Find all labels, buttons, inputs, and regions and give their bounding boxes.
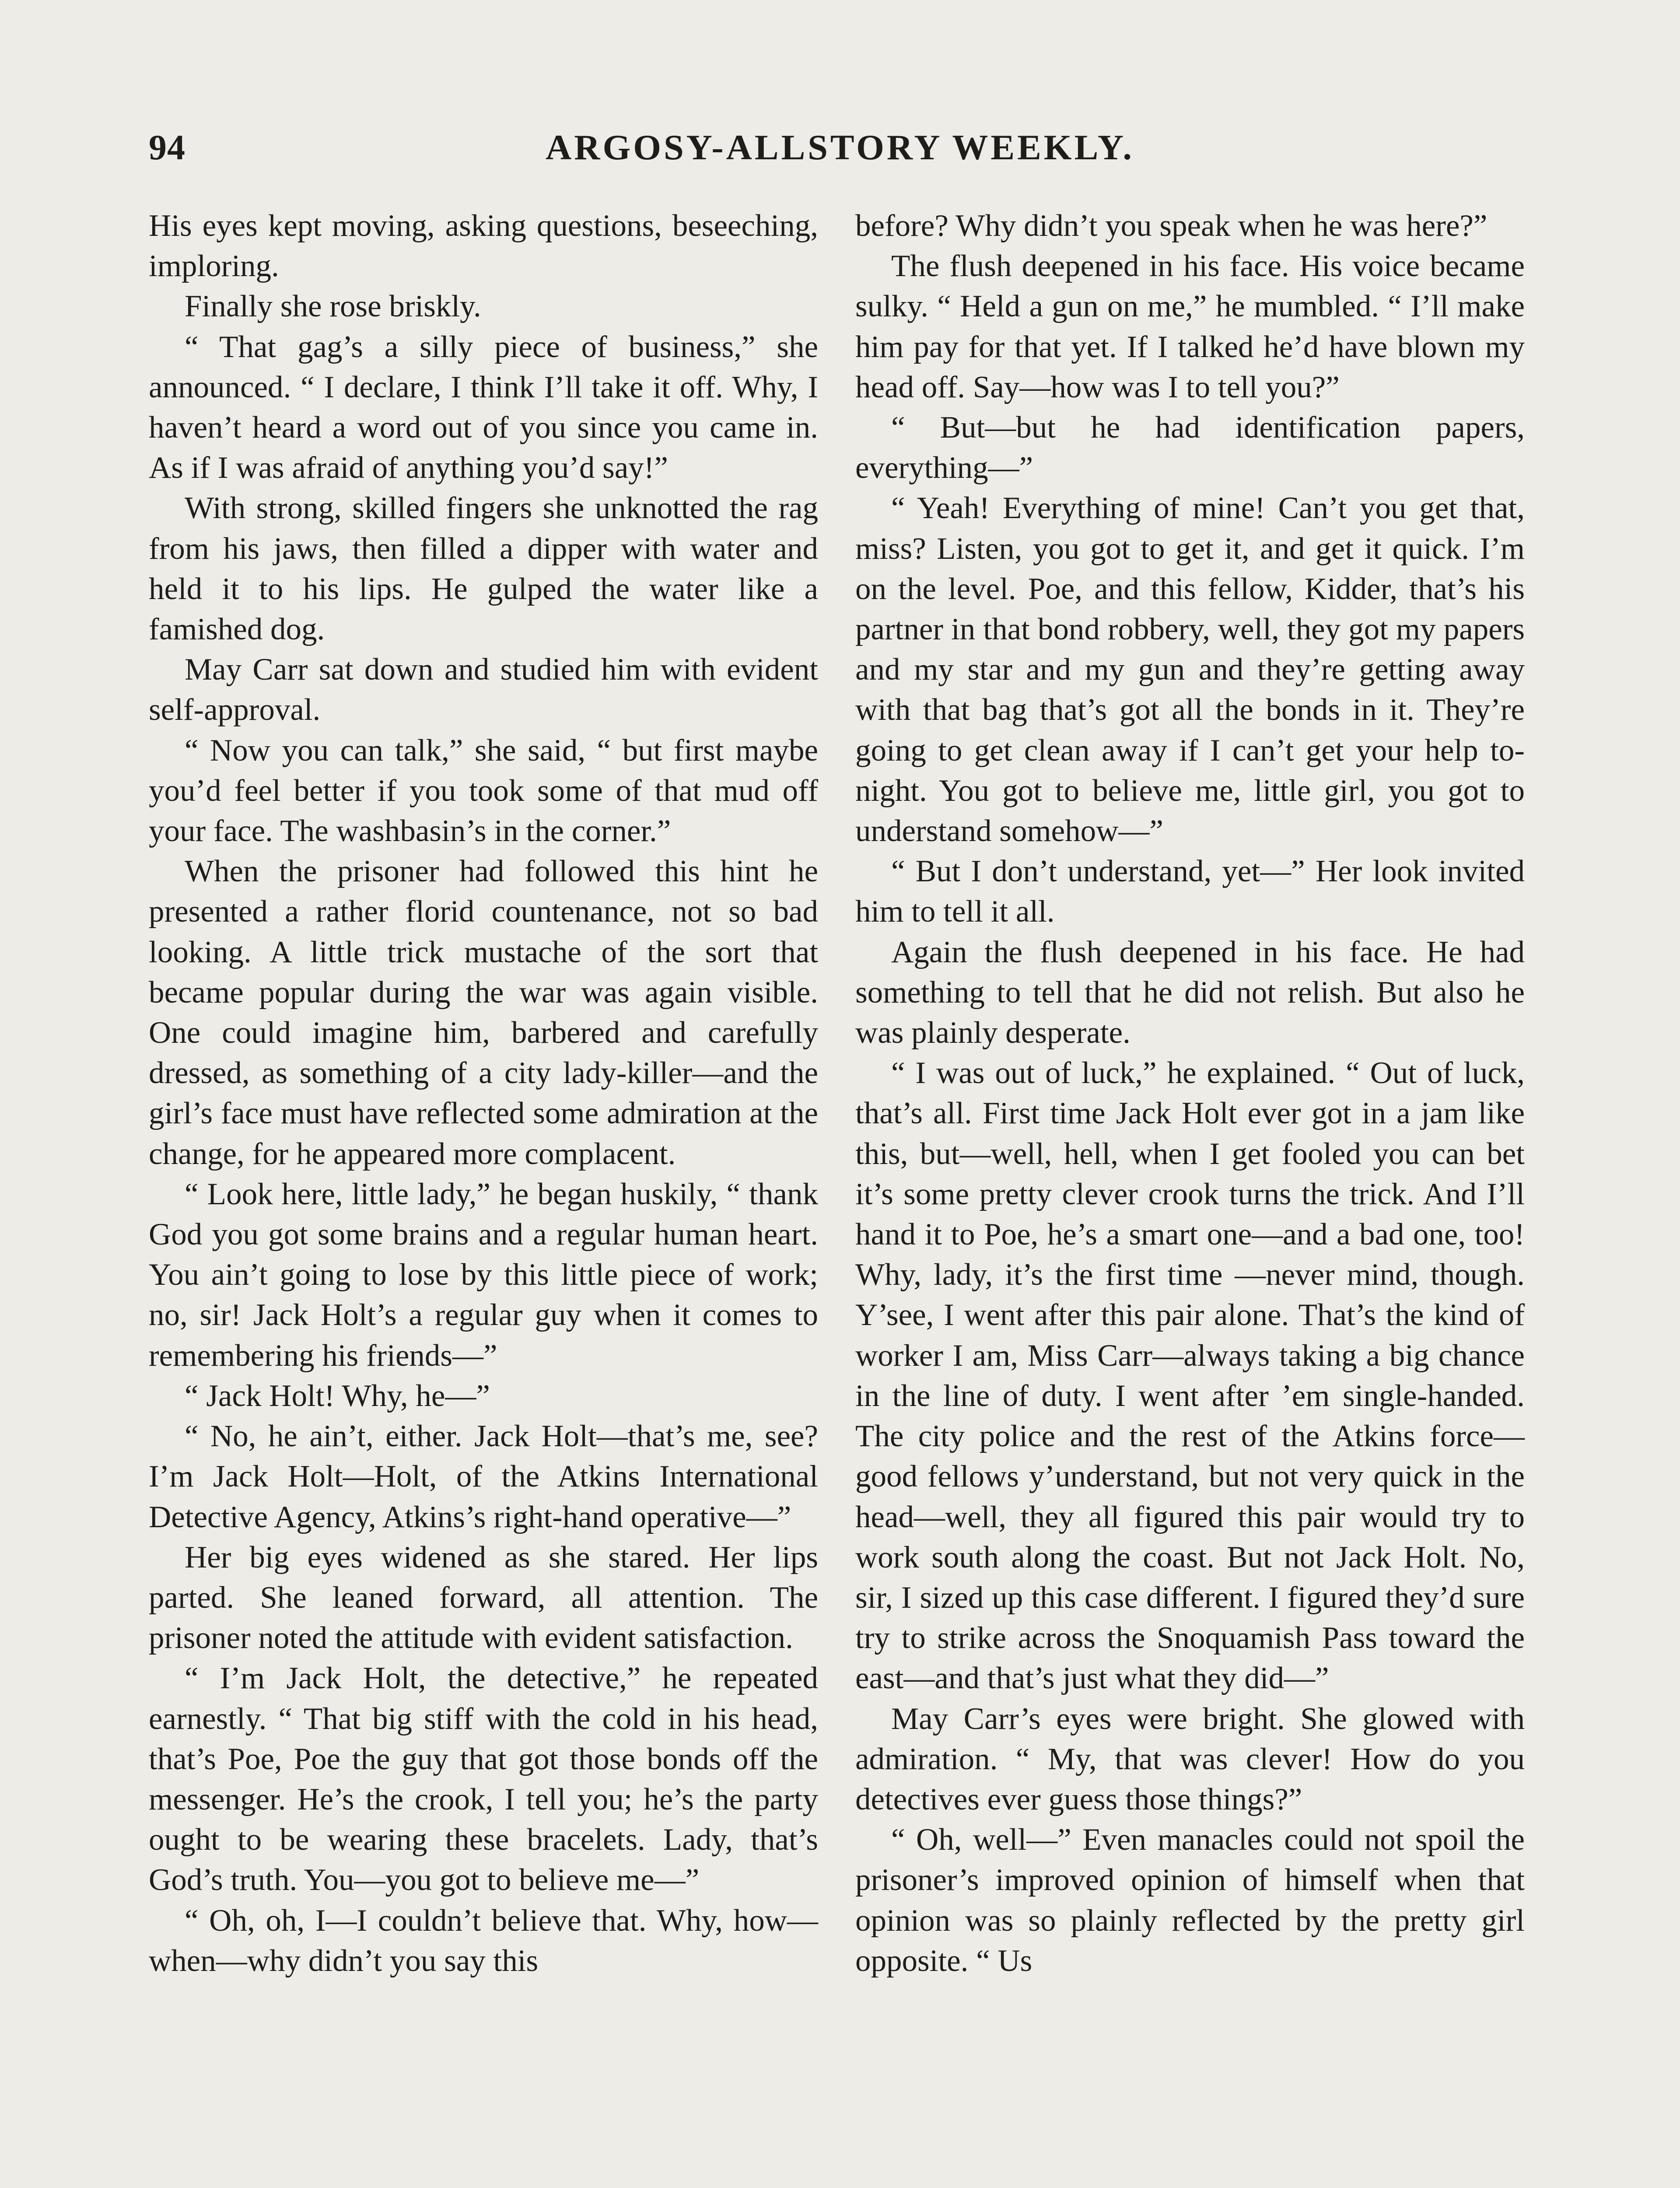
- paragraph: With strong, skilled fingers she unknotted the rag from his jaws, then filled a dipper with water and held it to his lips. He gulped the water like a famished dog.: [149, 491, 818, 647]
- paragraph: “ Look here, little lady,” he began huskily, “ thank God you got some brains and a regular human heart. You ain’t going to lose by this little piece of work; no, sir! Jack Holt’s a regular guy when it comes to remembering his friends—”: [149, 1177, 818, 1373]
- paragraph: His eyes kept moving, asking questions, beseeching, imploring.: [149, 209, 818, 284]
- page-number: 94: [149, 127, 186, 167]
- paragraph: The flush deepened in his face. His voice became sulky. “ Held a gun on me,” he mumbled. “ I’ll make him pay for that yet. If I talked he’d have blown my head off. Say—how was I to tell you?”: [855, 249, 1525, 404]
- right-text-column: [855, 206, 1525, 1981]
- paragraph: Again the flush deepened in his face. He had something to tell that he did not relish. But also he was plainly desperate.: [855, 935, 1525, 1050]
- paragraph: When the prisoner had followed this hint he presented a rather florid countenance, not so bad looking. A little trick mustache of the sort that became popular during the war was again visible. One could imagine him, barbered and carefully dressed, as something of a city lady-killer—and the girl’s face must have reflected some admiration at the change, for he appeared more complacent.: [149, 854, 818, 1171]
- paragraph: “ But—but he had identification papers, everything—”: [855, 410, 1525, 485]
- paragraph: “ I was out of luck,” he explained. “ Out of luck, that’s all. First time Jack Holt ever got in a jam like this, but—well, hell, when I get fooled you can bet it’s some pretty clever crook turns the trick. And I’ll hand it to Poe, he’s a smart one—and a bad one, too! Why, lady, it’s the first time —never mind, though. Y’see, I went after this pair alone. That’s the kind of worker I am, Miss Carr—always taking a big chance in the line of duty. I went after ’em single-handed. The city police and the rest of the Atkins force—good fellows y’understand, but not very quick in the head—well, they all figured this pair would try to work south along the coast. But not Jack Holt. No, sir, I sized up this case different. I figured they’d sure try to strike across the Snoquamish Pass toward the east—and that’s just what they did—”: [855, 1056, 1525, 1696]
- paragraph: “ That gag’s a silly piece of business,” she announced. “ I declare, I think I’ll take it off. Why, I haven’t heard a word out of you since you came in. As if I was afraid of anything you’d say!”: [149, 330, 818, 485]
- paragraph: “ I’m Jack Holt, the detective,” he repeated earnestly. “ That big stiff with the cold in his head, that’s Poe, Poe the guy that got those bonds off the messenger. He’s the crook, I tell you; he’s the party ought to be wearing these bracelets. Lady, that’s God’s truth. You—you got to believe me—”: [149, 1661, 818, 1897]
- paragraph: before? Why didn’t you speak when he was here?”: [855, 209, 1488, 243]
- paragraph: Her big eyes widened as she stared. Her lips parted. She leaned forward, all attention. The prisoner noted the attitude with evident satisfaction.: [149, 1540, 818, 1655]
- paragraph: “ Now you can talk,” she said, “ but first maybe you’d feel better if you took some of that mud off your face. The washbasin’s in the corner.”: [149, 733, 818, 849]
- paragraph: “ Yeah! Everything of mine! Can’t you get that, miss? Listen, you got to get it, and get it quick. I’m on the level. Poe, and this fellow, Kidder, that’s his partner in that bond robbery, well, they got my papers and my star and my gun and they’re getting away with that bag that’s got all the bonds in it. They’re going to get clean away if I can’t get your help to-night. You got to believe me, little girl, you got to understand somehow—”: [855, 491, 1525, 849]
- paragraph: “ Oh, well—” Even manacles could not spoil the prisoner’s improved opinion of himself when that opinion was so plainly reflected by the pretty girl opposite. “ Us: [855, 1823, 1525, 1978]
- paragraph: Finally she rose briskly.: [185, 289, 481, 324]
- page-header: [149, 127, 1531, 184]
- paragraph: May Carr’s eyes were bright. She glowed with admiration. “ My, that was clever! How do you detectives ever guess those things?”: [855, 1701, 1525, 1816]
- paragraph: May Carr sat down and studied him with evident self-approval.: [149, 652, 818, 727]
- left-text-column: [149, 206, 818, 1981]
- running-head: ARGOSY-ALLSTORY WEEKLY.: [546, 127, 1134, 167]
- paragraph: “ No, he ain’t, either. Jack Holt—that’s me, see? I’m Jack Holt—Holt, of the Atkins International Detective Agency, Atkins’s right-hand operative—”: [149, 1419, 818, 1534]
- paragraph: “ But I don’t understand, yet—” Her look invited him to tell it all.: [855, 854, 1525, 929]
- paragraph: “ Jack Holt! Why, he—”: [185, 1378, 490, 1413]
- paragraph: “ Oh, oh, I—I couldn’t believe that. Why, how—when—why didn’t you say this: [149, 1903, 818, 1978]
